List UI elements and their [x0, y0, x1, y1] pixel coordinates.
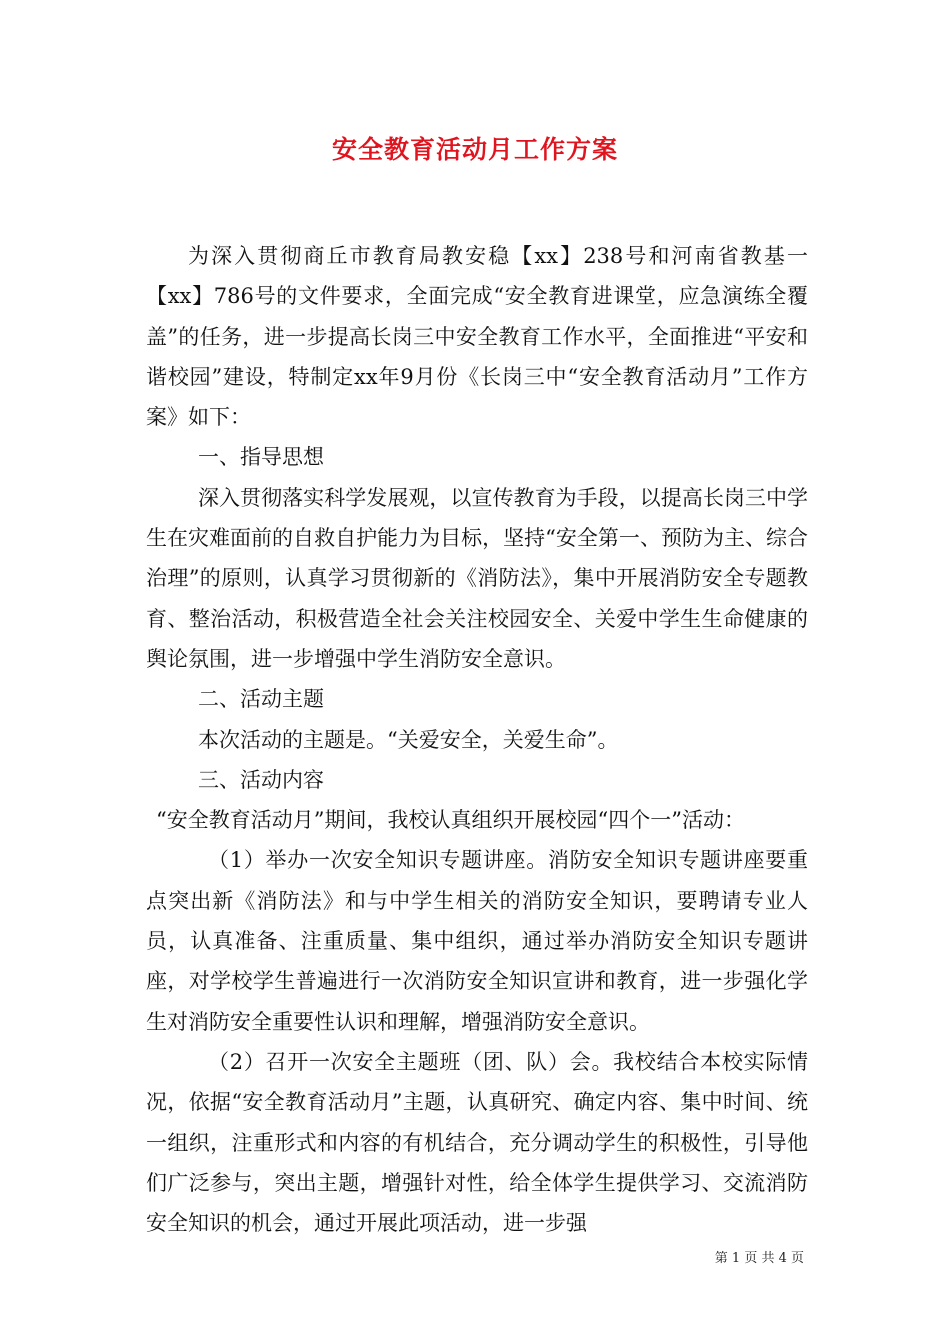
- document-title: 安全教育活动月工作方案: [331, 135, 618, 164]
- activity-item-2: （2）召开一次安全主题班（团、队）会。我校结合本校实际情况，依据“安全教育活动月”主题，认真研究、确定内容、集中时间、统一组织，注重形式和内容的有机结合，充分调动学生的积极性，引导他们广泛参与，突出主题，增强针对性，给全体学生提供学习、交流消防安全知识的机会，通过开展此项活动，进一步强: [146, 1049, 808, 1236]
- guiding-thought-paragraph: 深入贯彻落实科学发展观，以宣传教育为手段，以提高长岗三中学生在灾难面前的自救自护能力为目标，坚持“安全第一、预防为主、综合治理”的原则，认真学习贯彻新的《消防法》，集中开展消防安全专题教育、整治活动，积极营造全社会关注校园安全、关爱中学生生命健康的舆论氛围，进一步增强中学生消防安全意识。: [146, 485, 808, 671]
- activity-content-paragraph: “安全教育活动月”期间，我校认真组织开展校园“四个一”活动：: [156, 808, 745, 833]
- section-heading-guiding-thought: 一、指导思想: [198, 445, 324, 470]
- section-heading-activity-content: 三、活动内容: [198, 767, 324, 792]
- section-heading-activity-theme: 二、活动主题: [198, 687, 324, 712]
- document-body: [146, 236, 808, 1243]
- activity-theme-paragraph: 本次活动的主题是。“关爱安全，关爱生命”。: [198, 727, 619, 752]
- activity-item-1: （1）举办一次安全知识专题讲座。消防安全知识专题讲座要重点突出新《消防法》和与中学生相关的消防安全知识，要聘请专业人员，认真准备、注重质量、集中组织，通过举办消防安全知识专题讲座，对学校学生普遍进行一次消防安全知识宣讲和教育，进一步强化学生对消防安全重要性认识和理解，增强消防安全意识。: [146, 848, 808, 1034]
- intro-paragraph: 为深入贯彻商丘市教育局教安稳【xx】238号和河南省教基一【xx】786号的文件要求，全面完成“安全教育进课堂，应急演练全覆盖”的任务，进一步提高长岗三中安全教育工作水平，全面推进“平安和谐校园”建设，特制定xx年9月份《长岗三中“安全教育活动月”工作方案》如下：: [146, 244, 808, 430]
- page-number: 第 1 页 共 4 页: [714, 1251, 804, 1266]
